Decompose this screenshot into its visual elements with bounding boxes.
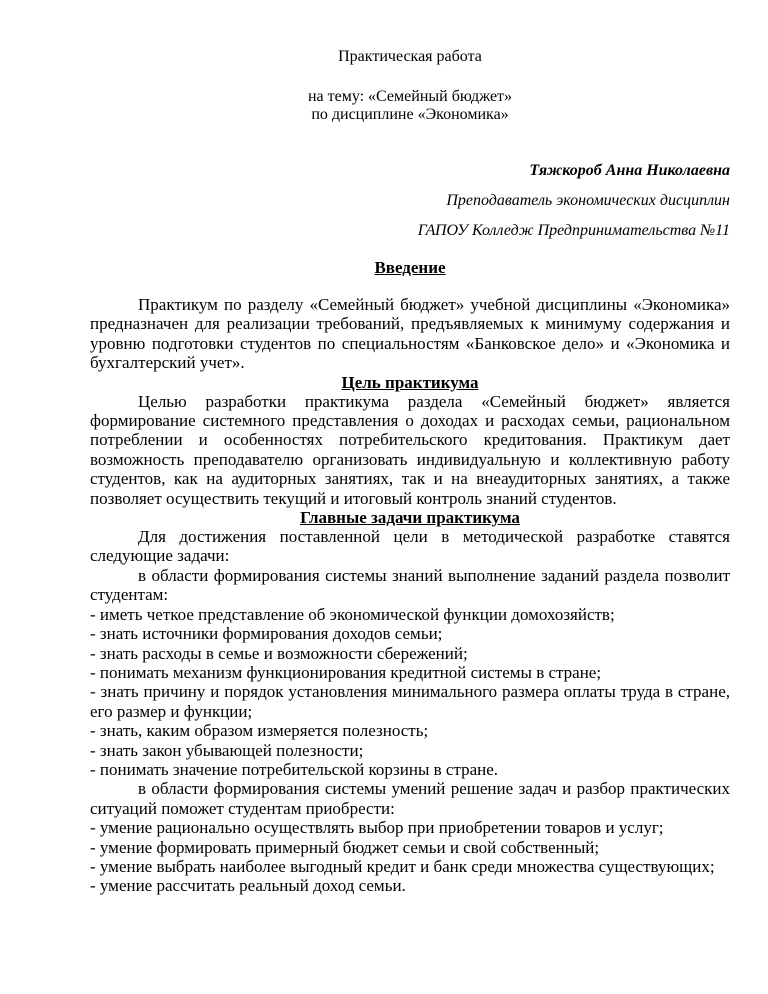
doc-topic: на тему: «Семейный бюджет» [307,88,513,105]
doc-title: Практическая работа [338,48,482,65]
document-page [90,48,730,896]
skills-intro: в области формирования системы умений решение задач и разбор практических ситуаций поможет студентам приобрести: [90,779,730,818]
goal-heading: Цель практикума [341,372,479,392]
knowledge-intro: в области формирования системы знаний выполнение заданий раздела позволит студентам: [90,565,730,605]
list-item: - умение рационально осуществлять выбор при приобретении товаров и услуг; [90,818,664,838]
knowledge-list [90,605,730,780]
list-item: - знать, каким образом измеряется полезность; [90,721,429,741]
goal-paragraph: Целью разработки практикума раздела «Семейный бюджет» является формирование системного представления о доходах и расходах семьи, рациональном потреблении и особенностях потребительского кредитования. Практикум дает возможность преподавателю организовать индивидуальную и коллективную работу студентов, как на аудиторных занятиях, так и на внеаудиторных занятиях, а также позволяет осуществить текущий и итоговый контроль знаний студентов. [90,391,730,508]
list-item: - знать причину и порядок установления минимального размера оплаты труда в стране, его размер и функции; [90,682,730,721]
doc-discipline: по дисциплине «Экономика» [311,106,509,123]
list-item: - знать расходы в семье и возможности сбережений; [90,643,468,663]
list-item: - понимать значение потребительской корзины в стране. [90,759,499,779]
author-position: Преподаватель экономических дисциплин [446,192,730,209]
author-name: Тяжкороб Анна Николаевна [529,162,730,179]
list-item: - умение формировать примерный бюджет семьи и свой собственный; [90,837,600,857]
list-item: - иметь четкое представление об экономической функции домохозяйств; [90,604,615,624]
list-item: - знать закон убывающей полезности; [90,740,364,760]
list-item: - умение рассчитать реальный доход семьи. [90,876,406,896]
intro-heading: Введение [374,258,446,277]
tasks-heading: Главные задачи практикума [300,508,520,528]
list-item: - умение выбрать наиболее выгодный кредит и банк среди множества существующих; [90,856,715,876]
list-item: - понимать механизм функционирования кредитной системы в стране; [90,662,602,682]
author-organization: ГАПОУ Колледж Предпринимательства №11 [417,222,730,239]
intro-paragraph: Практикум по разделу «Семейный бюджет» учебной дисциплины «Экономика» предназначен для реализации требований, предъявляемых к минимуму содержания и уровню подготовки студентов по специальностям «Банковское дело» и «Экономика и бухгалтерский учет». [90,295,730,373]
tasks-intro: Для достижения поставленной цели в методической разработке ставятся следующие задачи: [90,527,730,566]
list-item: - знать источники формирования доходов семьи; [90,624,443,644]
skills-list [90,818,730,896]
